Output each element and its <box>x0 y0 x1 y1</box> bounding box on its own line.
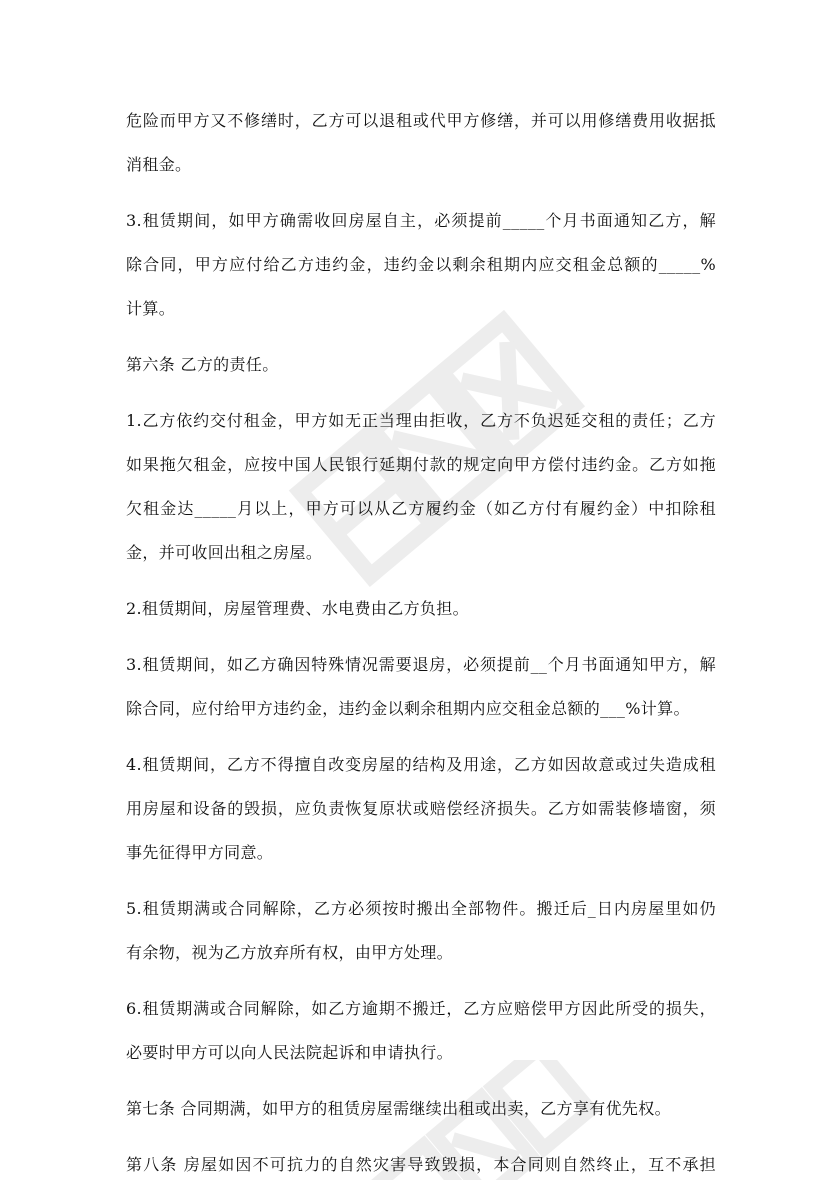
text-line: 有余物，视为乙方放弃所有权，由甲方处理。 <box>126 943 454 962</box>
text-line: 用房屋和设备的毁损，应负责恢复原状或赔偿经济损失。乙方如需装修墙窗，须 <box>126 799 716 818</box>
text-line: 第七条 合同期满，如甲方的租赁房屋需继续出租或出卖，乙方享有优先权。 <box>126 1099 671 1118</box>
text-line: 5.租赁期满或合同解除，乙方必须按时搬出全部物件。搬迁后_日内房屋里如仍 <box>126 899 716 918</box>
paragraph <box>126 587 716 631</box>
document-page <box>126 99 716 1187</box>
section-heading <box>126 1143 716 1187</box>
text-line: 4.租赁期间，乙方不得擅自改变房屋的结构及用途，乙方如因故意或过失造成租 <box>126 755 716 774</box>
paragraph <box>126 643 716 731</box>
text-line: 欠租金达_____月以上，甲方可以从乙方履约金（如乙方付有履约金）中扣除租 <box>126 499 716 518</box>
text-line: 3.租赁期间，如甲方确需收回房屋自主，必须提前_____个月书面通知乙方，解 <box>126 211 716 230</box>
section-heading <box>126 343 716 387</box>
paragraph <box>126 987 716 1075</box>
text-line: 除合同，应付给甲方违约金，违约金以剩余租期内应交租金总额的___%计算。 <box>126 699 690 718</box>
text-line: 第六条 乙方的责任。 <box>126 355 279 374</box>
paragraph <box>126 199 716 331</box>
text-line: 6.租赁期满或合同解除，如乙方逾期不搬迁，乙方应赔偿甲方因此所受的损失， <box>126 999 716 1018</box>
section-heading <box>126 1087 716 1131</box>
text-line: 金，并可收回出租之房屋。 <box>126 543 323 562</box>
text-line: 必要时甲方可以向人民法院起诉和申请执行。 <box>126 1043 454 1062</box>
text-line: 2.租赁期间，房屋管理费、水电费由乙方负担。 <box>126 599 469 618</box>
text-line: 3.租赁期间，如乙方确因特殊情况需要退房，必须提前__个月书面通知甲方，解 <box>126 655 716 674</box>
text-line: 第八条 房屋如因不可抗力的自然灾害导致毁损，本合同则自然终止，互不承担 <box>126 1155 716 1174</box>
text-line: 除合同，甲方应付给乙方违约金，违约金以剩余租期内应交租金总额的_____% <box>126 255 716 274</box>
paragraph <box>126 887 716 975</box>
text-line: 事先征得甲方同意。 <box>126 843 274 862</box>
paragraph <box>126 743 716 875</box>
text-line: 如果拖欠租金，应按中国人民银行延期付款的规定向甲方偿付违约金。乙方如拖 <box>126 455 716 474</box>
text-line: 危险而甲方又不修缮时，乙方可以退租或代甲方修缮，并可以用修缮费用收据抵 <box>126 111 716 130</box>
text-line: 计算。 <box>126 299 176 318</box>
paragraph <box>126 99 716 187</box>
text-line: 消租金。 <box>126 155 192 174</box>
paragraph <box>126 399 716 575</box>
text-line: 1.乙方依约交付租金，甲方如无正当理由拒收，乙方不负迟延交租的责任；乙方 <box>126 411 716 430</box>
